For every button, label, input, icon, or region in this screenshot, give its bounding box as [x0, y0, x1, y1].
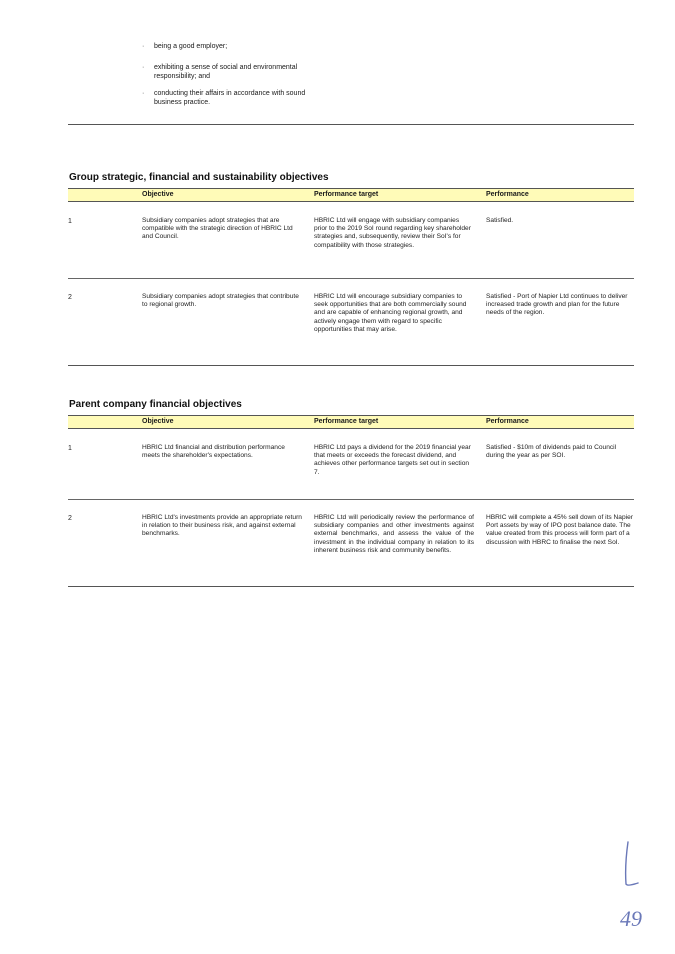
bullet-dot-icon: · [142, 64, 145, 71]
row-target: HBRIC Ltd pays a dividend for the 2019 financial year that meets or exceeds the forecast dividend, and achieves other performance targets set out in section 7. [314, 444, 471, 476]
bullet-item: · being a good employer; [142, 43, 228, 50]
row-performance: Satisfied - Port of Napier Ltd continues to deliver increased trade growth and plan for the future needs of the region. [486, 293, 628, 317]
row-number: 1 [68, 445, 72, 452]
page-number: 49 [620, 906, 642, 931]
row-performance: HBRIC will complete a 45% sell down of its Napier Port assets by way of IPO post balance date. The value created from this process will form part of a discussion with HBRC to finalise the next SoI. [486, 514, 633, 546]
header-performance: Performance [486, 191, 529, 198]
row-performance: Satisfied - $10m of dividends paid to Council during the year as per SOI. [486, 444, 617, 460]
bullet-dot-icon: · [142, 43, 145, 50]
header-performance: Performance [486, 418, 529, 425]
row-number: 1 [68, 218, 72, 225]
row-objective: HBRIC Ltd financial and distribution performance meets the shareholder's expectations. [142, 444, 285, 460]
divider [68, 365, 634, 366]
row-target: HBRIC Ltd will encourage subsidiary companies to seek opportunities that are both commercially sound and are capable of enhancing regional growth, and actively engage them with regard to specific opportunities that may arise. [314, 293, 467, 333]
section-title-parent-objectives: Parent company financial objectives [69, 399, 242, 410]
row-target: HBRIC Ltd will periodically review the performance of subsidiary companies and other investments against external benchmarks, and assess the value of the investment in the individual company in relation to its inherent business risk and community benefits. [314, 514, 474, 554]
row-number: 2 [68, 294, 72, 301]
bullet-dot-icon: · [142, 90, 145, 97]
row-objective: Subsidiary companies adopt strategies that are compatible with the strategic direction of HBRIC Ltd and Council. [142, 217, 293, 241]
row-objective: Subsidiary companies adopt strategies that contribute to regional growth. [142, 293, 299, 309]
table-header [68, 415, 634, 429]
bullet-item: · conducting their affairs in accordance with sound business practice. [142, 90, 306, 106]
handwritten-page-mark [612, 838, 662, 938]
row-number: 2 [68, 515, 72, 522]
header-performance-target: Performance target [314, 418, 379, 425]
row-target: HBRIC Ltd will engage with subsidiary companies prior to the 2019 SoI round regarding key shareholder strategies and, subsequently, review their SoI's for compatibility with those strategies. [314, 217, 471, 249]
bullet-item: · exhibiting a sense of social and environmental responsibility; and [142, 64, 298, 80]
divider [68, 586, 634, 587]
section-title-group-objectives: Group strategic, financial and sustainability objectives [69, 172, 329, 183]
divider [68, 124, 634, 125]
header-objective: Objective [142, 418, 174, 425]
row-objective: HBRIC Ltd's investments provide an appropriate return in relation to their business risk, and against external benchmarks. [142, 514, 302, 538]
header-objective: Objective [142, 191, 174, 198]
row-divider [68, 499, 634, 500]
row-divider [68, 278, 634, 279]
header-performance-target: Performance target [314, 191, 379, 198]
bullet-list [142, 42, 322, 115]
table-header [68, 188, 634, 202]
row-performance: Satisfied. [486, 217, 514, 224]
